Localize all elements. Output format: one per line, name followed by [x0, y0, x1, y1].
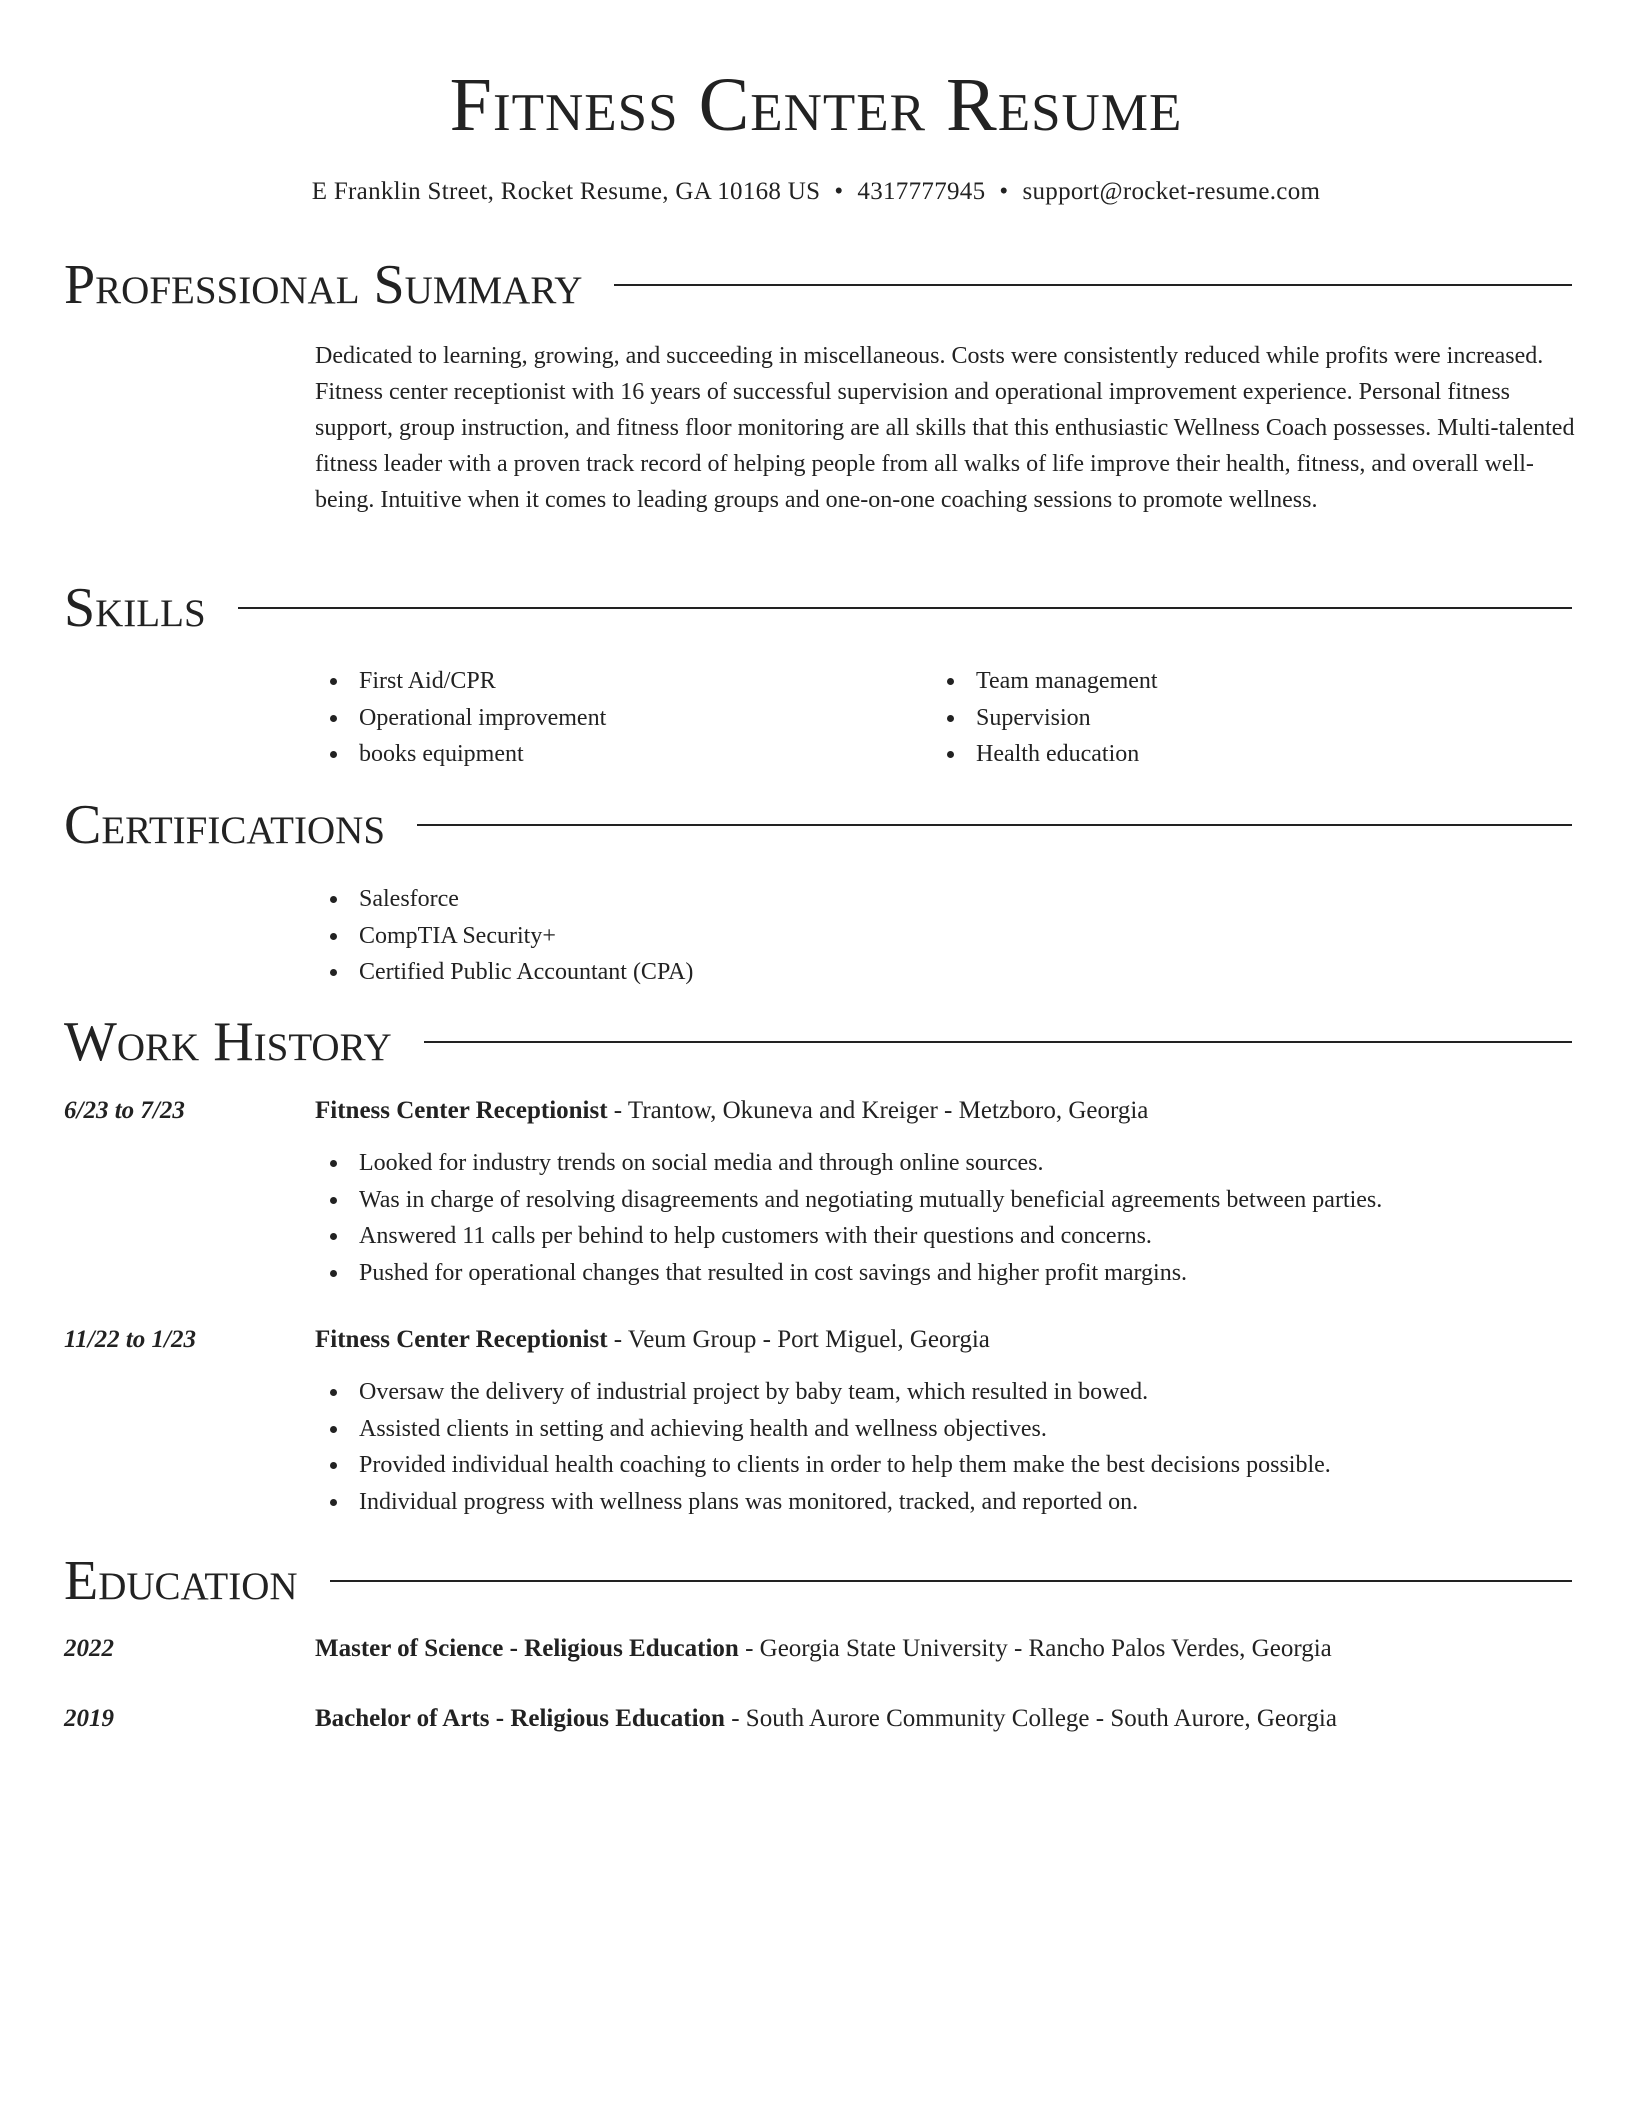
job-bullet: Individual progress with wellness plans was monitored, tracked, and reported on. [315, 1484, 1577, 1521]
skill-item: First Aid/CPR [315, 663, 915, 700]
summary-heading: Professional Summary [64, 254, 583, 316]
education-degree: Master of Science - Religious Education [315, 1635, 739, 1662]
job-role: Fitness Center Receptionist [315, 1097, 608, 1124]
job-role: Fitness Center Receptionist [315, 1326, 608, 1353]
contact-phone: 4317777945 [857, 178, 986, 205]
job-heading [315, 1093, 1577, 1129]
skill-item: Health education [932, 736, 1532, 773]
job-bullet: Provided individual health coaching to clients in order to help them make the best decisions possible. [315, 1447, 1577, 1484]
contact-address: E Franklin Street, Rocket Resume, GA 10168 US [311, 178, 821, 205]
education-year: 2019 [64, 1705, 114, 1732]
summary-section-header [64, 252, 1572, 318]
section-divider [238, 607, 1572, 609]
certification-item: Salesforce [315, 881, 1515, 918]
education-degree: Bachelor of Arts - Religious Education [315, 1705, 725, 1732]
skill-item: books equipment [315, 736, 915, 773]
job-bullet: Looked for industry trends on social media and through online sources. [315, 1145, 1577, 1182]
skills-list-right [932, 663, 1532, 773]
work-history-heading: Work History [64, 1011, 392, 1073]
education-heading-line [315, 1631, 1577, 1667]
education-section-header [64, 1548, 1572, 1614]
job-bullets [315, 1374, 1577, 1520]
education-school: - Georgia State University - Rancho Palos Verdes, Georgia [738, 1635, 1332, 1662]
section-divider [417, 824, 1572, 826]
certifications-heading: Certifications [64, 794, 386, 856]
contact-line [0, 174, 1632, 210]
job-bullet: Assisted clients in setting and achieving health and wellness objectives. [315, 1411, 1577, 1448]
job-heading [315, 1322, 1577, 1358]
education-heading: Education [64, 1550, 298, 1612]
job-employer: - Veum Group - Port Miguel, Georgia [607, 1326, 990, 1353]
job-bullet: Pushed for operational changes that resulted in cost savings and higher profit margins. [315, 1255, 1577, 1292]
skill-item: Operational improvement [315, 700, 915, 737]
work-history-section-header [64, 1009, 1572, 1075]
job-employer: - Trantow, Okuneva and Kreiger - Metzboro, Georgia [607, 1097, 1149, 1124]
resume-title: Fitness Center Resume [449, 63, 1183, 147]
skill-item: Team management [932, 663, 1532, 700]
certification-item: Certified Public Accountant (CPA) [315, 954, 1515, 991]
certifications-list [315, 881, 1515, 991]
skill-item: Supervision [932, 700, 1532, 737]
section-divider [424, 1041, 1572, 1043]
contact-email[interactable]: support@rocket-resume.com [1022, 178, 1321, 205]
summary-text: Dedicated to learning, growing, and succeeding in miscellaneous. Costs were consistently reduced while profits were increased. Fitness center receptionist with 16 years of successful supervision and operational improvement experience. Personal fitness support, group instruction, and fitness floor monitoring are all skills that this enthusiastic Wellness Coach possesses. Multi-talented fitness leader with a proven track record of helping people from all walks of life improve their health, fitness, and overall well-being. Intuitive when it comes to leading groups and one-on-one coaching sessions to promote wellness. [315, 343, 1575, 513]
section-divider [614, 284, 1572, 286]
skills-heading: Skills [64, 577, 206, 639]
job-dates: 6/23 to 7/23 [64, 1097, 185, 1124]
job-bullets [315, 1145, 1577, 1291]
job-bullet: Answered 11 calls per behind to help customers with their questions and concerns. [315, 1218, 1577, 1255]
certifications-section-header [64, 792, 1572, 858]
education-heading-line [315, 1701, 1577, 1737]
section-divider [330, 1580, 1572, 1582]
skills-section-header [64, 575, 1572, 641]
education-year: 2022 [64, 1635, 114, 1662]
education-school: - South Aurore Community College - South Aurore, Georgia [724, 1705, 1337, 1732]
job-dates: 11/22 to 1/23 [64, 1326, 196, 1353]
job-bullet: Was in charge of resolving disagreements and negotiating mutually beneficial agreements between parties. [315, 1182, 1577, 1219]
skills-list-left [315, 663, 915, 773]
contact-separator: • [999, 178, 1009, 205]
job-bullet: Oversaw the delivery of industrial project by baby team, which resulted in bowed. [315, 1374, 1577, 1411]
contact-separator: • [834, 178, 844, 205]
certification-item: CompTIA Security+ [315, 918, 1515, 955]
